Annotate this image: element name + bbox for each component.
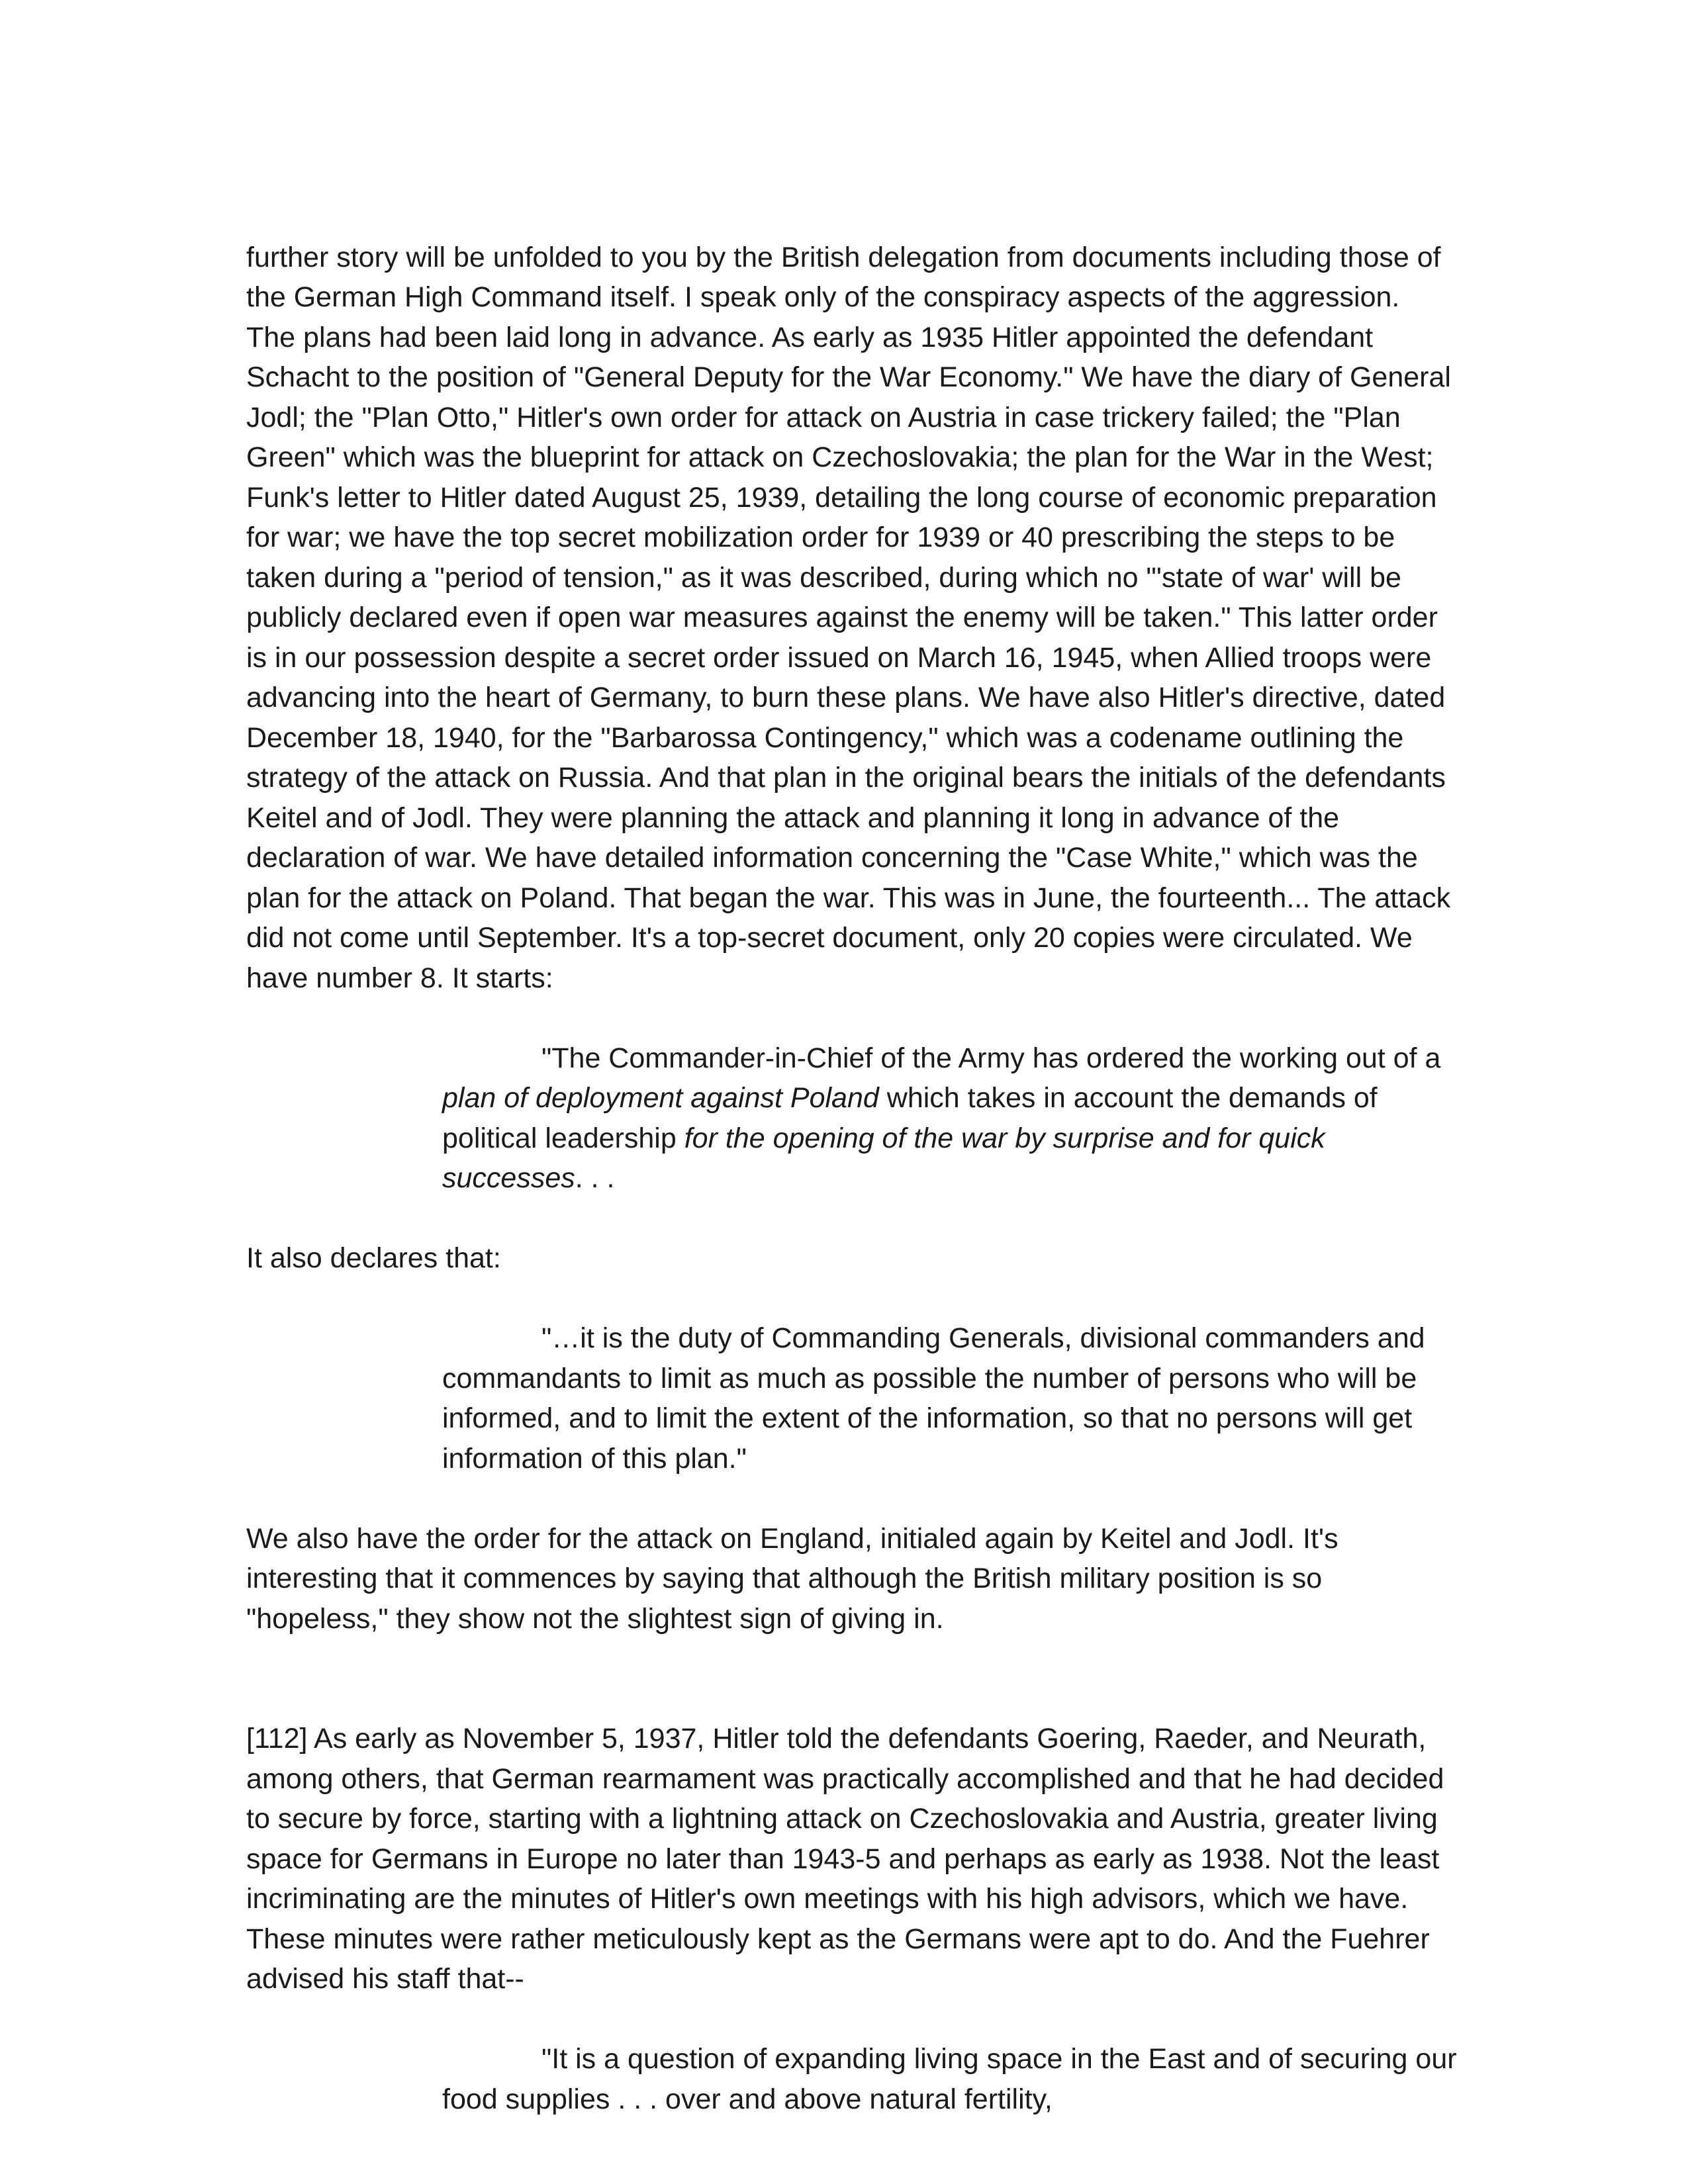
body-paragraph-3: [246, 1479, 1451, 1639]
block-quote-2: [442, 1279, 1462, 1479]
quote-1-part-2: which takes in account the demands of political leadership: [442, 1082, 1378, 1154]
document-page: [246, 197, 1457, 2119]
body-paragraph-2: [246, 1199, 1451, 1279]
quote-3-text: "It is a question of expanding living space in the East and of securing our food supplies . . . over and above natural fertility,: [442, 2043, 1457, 2115]
body-paragraph-1: [246, 197, 1451, 998]
paragraph-3-text: We also have the order for the attack on England, initialed again by Keitel and Jodl. It's interesting that it commences by saying that although the British military position is so "hopeless," they show not the slightest sign of giving in.: [246, 1522, 1338, 1635]
quote-1-italic-1: plan of deployment against Poland: [442, 1082, 879, 1114]
quote-1-italic-2: for the opening of the war by surprise and for quick successes: [442, 1122, 1325, 1194]
block-quote-3: [442, 1999, 1462, 2120]
paragraph-4-text: [112] As early as November 5, 1937, Hitler told the defendants Goering, Raeder, and Neurath, among others, that German rearmament was practically accomplished and that he had decided to secure by force, starting with a lightning attack on Czechoslovakia and Austria, greater living space for Germans in Europe no later than 1943-5 and perhaps as early as 1938. Not the least incriminating are the minutes of Hitler's own meetings with his high advisors, which we have. These minutes were rather meticulously kept as the Germans were apt to do. And the Fuehrer advised his staff that--: [246, 1723, 1444, 1995]
paragraph-2-text: It also declares that:: [246, 1242, 501, 1274]
quote-2-text: "…it is the duty of Commanding Generals, divisional commanders and commandants to limit as much as possible the number of persons who will be informed, and to limit the extent of the information, so that no persons will get information of this plan.": [442, 1322, 1425, 1475]
body-paragraph-4: [246, 1679, 1451, 1999]
block-quote-1: [442, 998, 1462, 1199]
paragraph-gap: [246, 1639, 1451, 1679]
quote-1-part-3: . . .: [575, 1162, 615, 1194]
paragraph-1-text: further story will be unfolded to you by the British delegation from documents including those of the German High Command itself. I speak only of the conspiracy aspects of the aggression. The plans had been laid long in advance. As early as 1935 Hitler appointed the defendant Schacht to the position of "General Deputy for the War Economy." We have the diary of General Jodl; the "Plan Otto," Hitler's own order for attack on Austria in case trickery failed; the "Plan Green" which was the blueprint for attack on Czechoslovakia; the plan for the War in the West; Funk's letter to Hitler dated August 25, 1939, detailing the long course of economic preparation for war; we have the top secret mobilization order for 1939 or 40 prescribing the steps to be taken during a "period of tension," as it was described, during which no "'state of war' will be publicly declared even if open war measures against the enemy will be taken." This latter order is in our possession despite a secret order issued on March 16, 1945, when Allied troops were advancing into the heart of Germany, to burn these plans. We have also Hitler's directive, dated December 18, 1940, for the "Barbarossa Contingency," which was a codename outlining the strategy of the attack on Russia. And that plan in the original bears the initials of the defendants Keitel and of Jodl. They were planning the attack and planning it long in advance of the declaration of war. We have detailed information concerning the "Case White," which was the plan for the attack on Poland. That began the war. This was in June, the fourteenth... The attack did not come until September. It's a top-secret document, only 20 copies were circulated. We have number 8. It starts:: [246, 241, 1451, 994]
quote-1-part-1: "The Commander-in-Chief of the Army has ordered the working out of a: [541, 1042, 1441, 1074]
